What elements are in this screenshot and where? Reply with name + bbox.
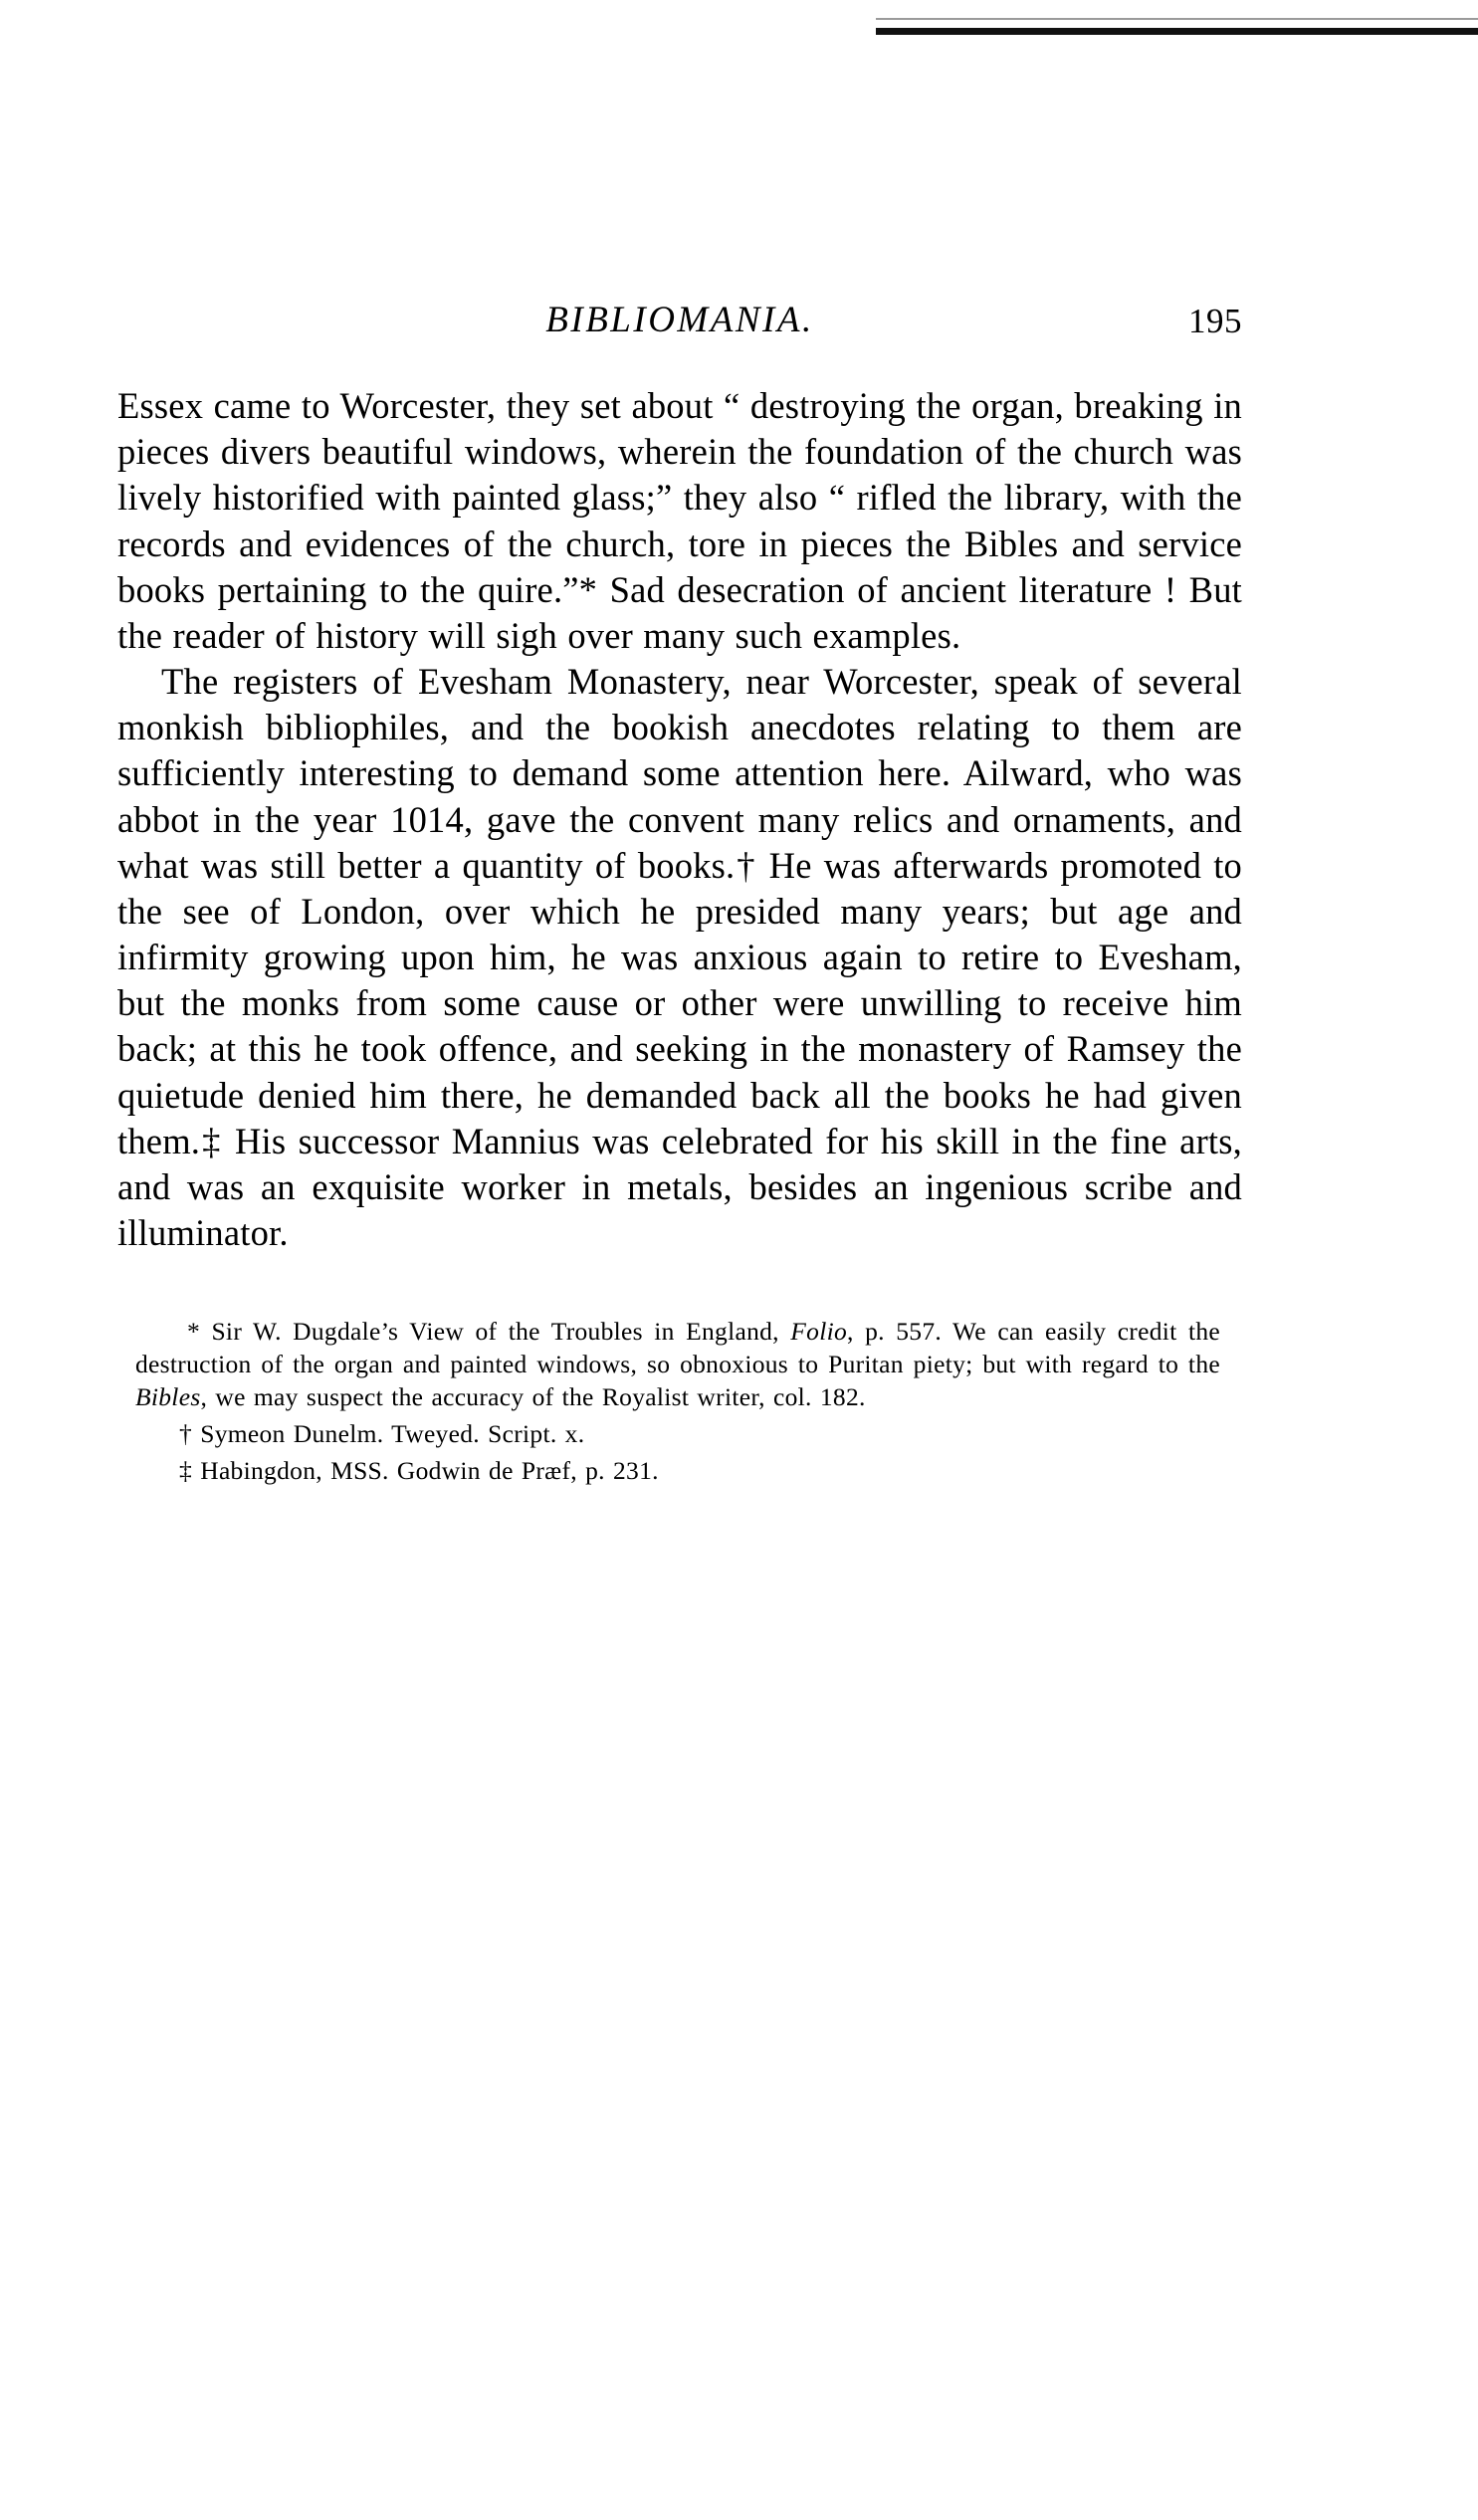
footnote-2: † Symeon Dunelm. Tweyed. Script. x. (179, 1418, 585, 1448)
footnote-3: ‡ Habingdon, MSS. Godwin de Præf, p. 231. (179, 1455, 659, 1485)
running-head: BIBLIOMANIA. (545, 300, 814, 340)
footnote-1-text-a: * Sir W. Dugdale’s View of the Troubles in England, (187, 1317, 791, 1347)
page-header (117, 299, 1242, 341)
paragraph-1: Essex came to Worcester, they set about “ destroying the organ, breaking in pieces divers beautiful windows, wherein the foundation of the church was lively historified with painted glass;” they also “ rifled the library, with the records and evidences of the church, tore in pieces the Bibles and service books pertaining to the quire.”* Sad desecration of ancient literature ! But the reader of history will sigh over many such examples. (117, 385, 1242, 656)
page-number: 195 (1188, 302, 1242, 340)
footnote-1-text-c: , we may suspect the accuracy of the Royalist writer, col. 182. (200, 1382, 866, 1412)
scan-artifact-line-thick (876, 28, 1478, 35)
footnote-1-text-b: , p. 557. We can easily credit the destruction of the organ and painted windows, so obnoxious to Puritan piety; but with regard to the (135, 1317, 1220, 1379)
body-text (117, 383, 1242, 1256)
footnote-1-italic-1: Folio (790, 1317, 848, 1347)
footnote-1 (135, 1316, 1220, 1414)
paragraph-2: The registers of Evesham Monastery, near Worcester, speak of several monkish bibliophiles, and the bookish anecdotes relating to them are sufficiently interesting to demand some attention here. Ailward, who was abbot in the year 1014, gave the convent many relics and ornaments, and what was still better a quantity of books.† He was afterwards promoted to the see of London, over which he presided many years; but age and infirmity growing upon him, he was anxious again to retire to Evesham, but the monks from some cause or other were unwilling to receive him back; at this he took offence, and seeking in the monastery of Ramsey the quietude denied him there, he demanded back all the books he had given them.‡ His successor Mannius was celebrated for his skill in the fine arts, and was an exquisite worker in metals, besides an ingenious scribe and illuminator. (117, 661, 1242, 1254)
scan-artifact-line-thin (876, 18, 1478, 20)
footnote-1-italic-2: Bibles (135, 1382, 201, 1412)
footnotes-block (135, 1316, 1220, 1487)
page-content (117, 299, 1242, 1488)
